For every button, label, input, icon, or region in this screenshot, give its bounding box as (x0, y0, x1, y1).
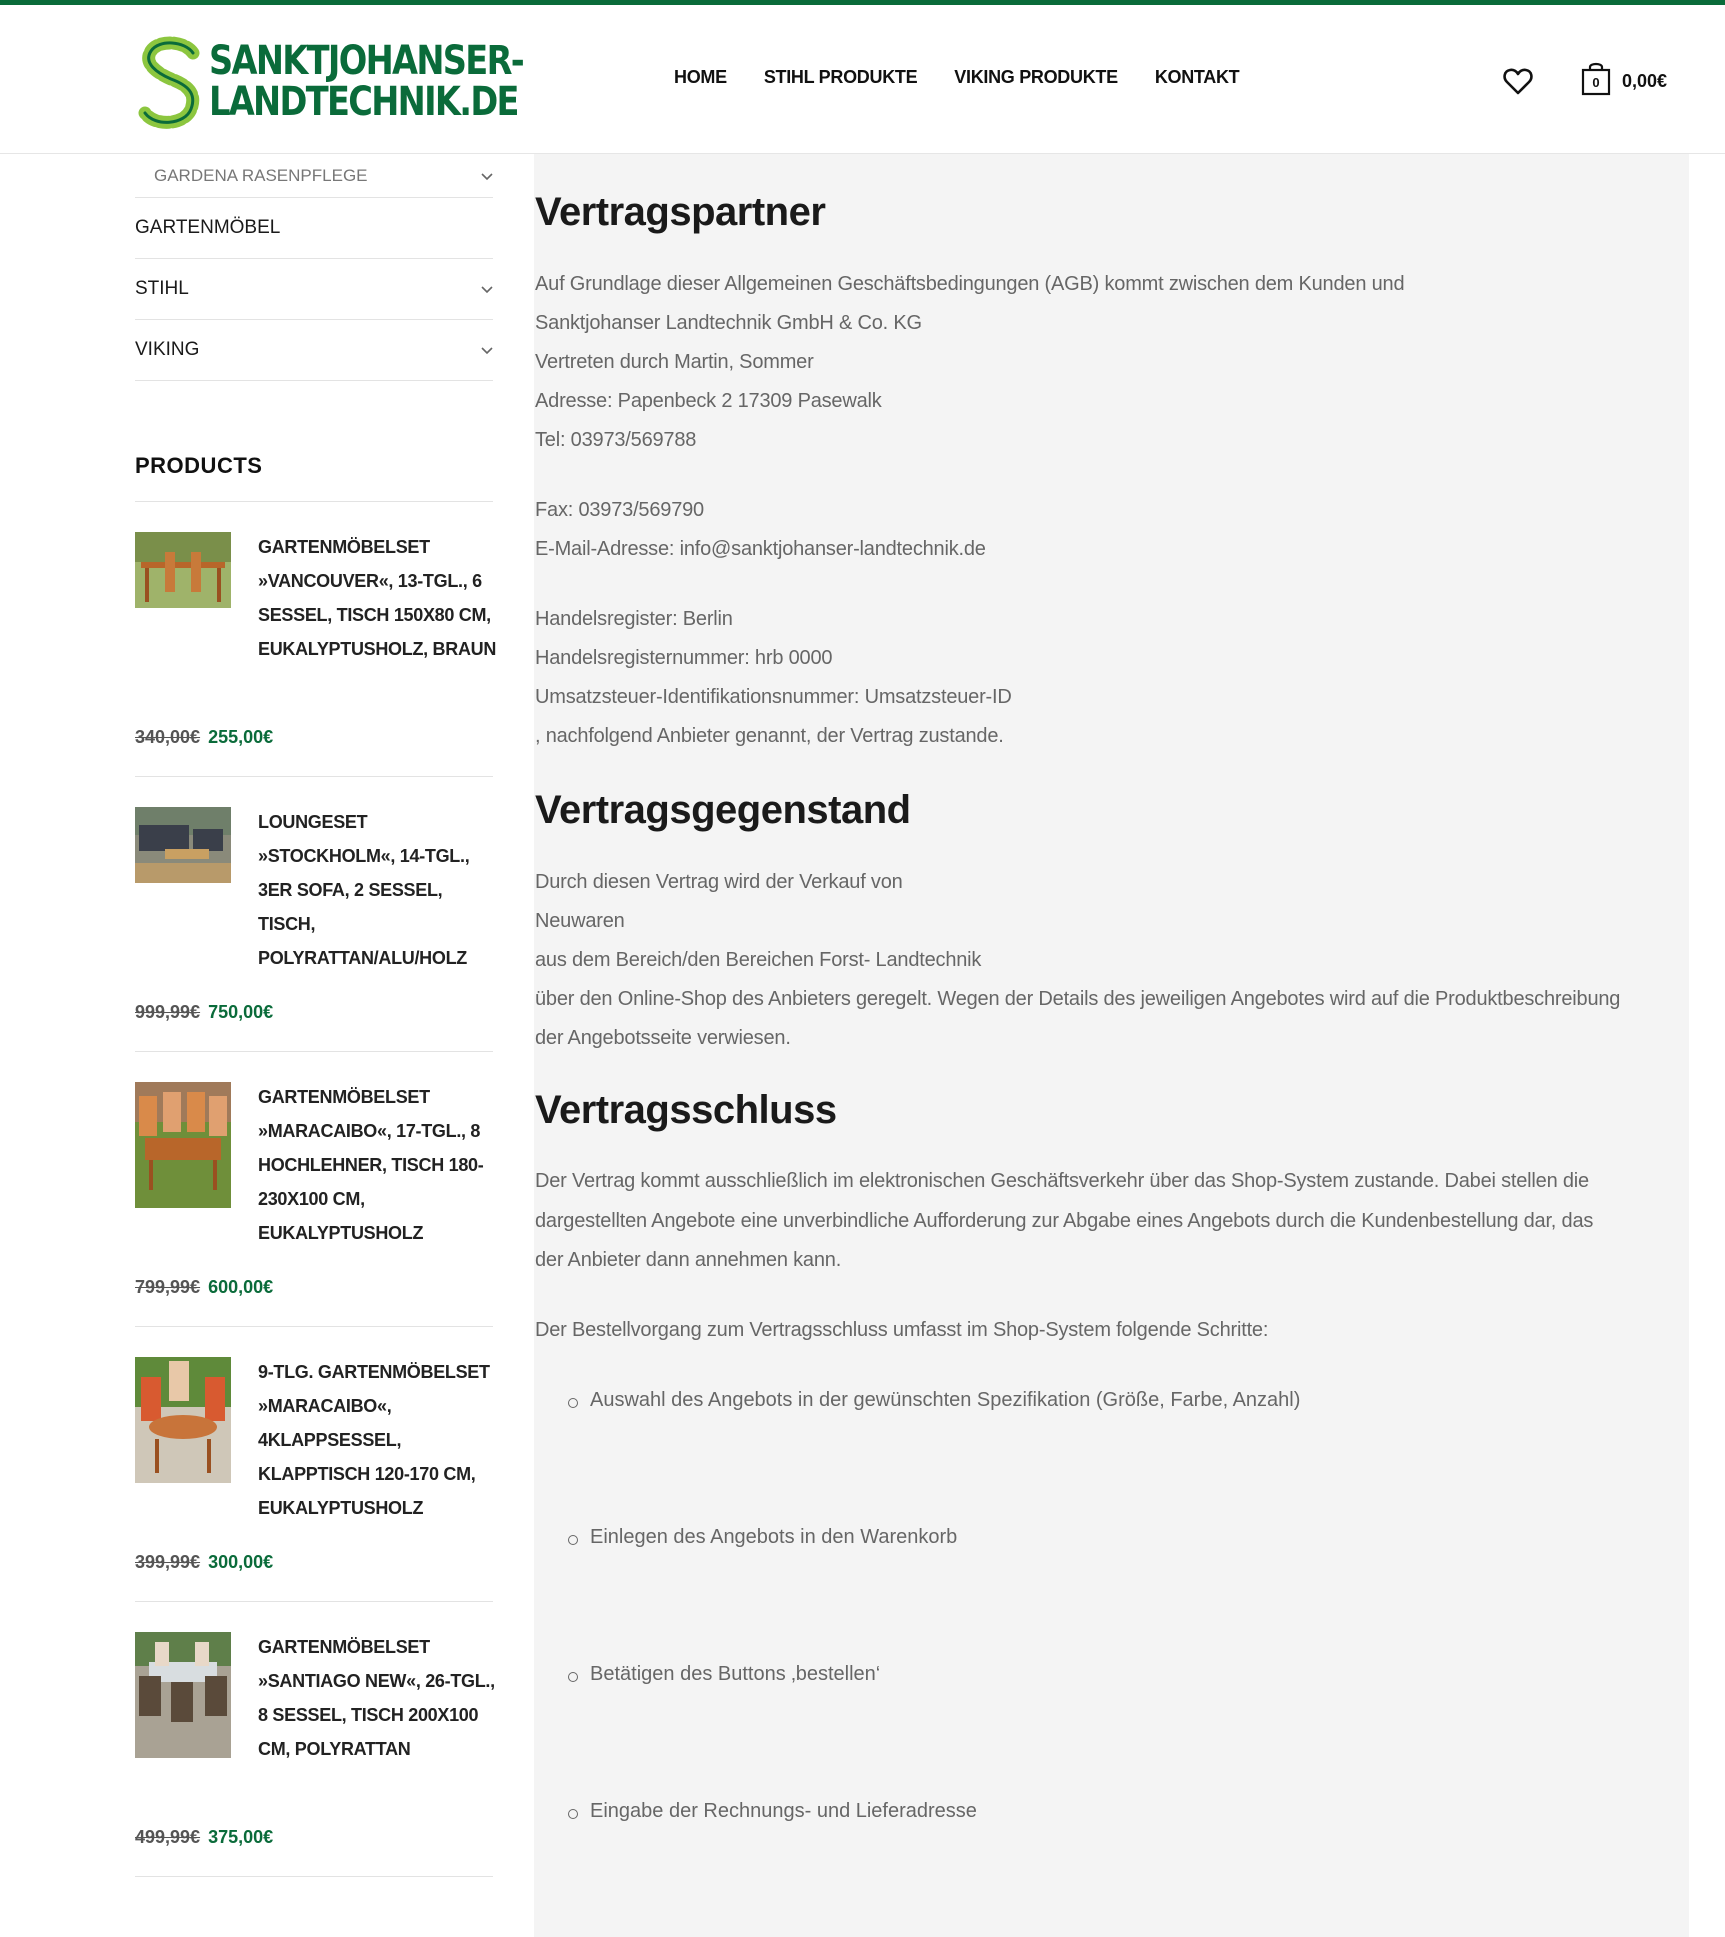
product-name[interactable]: LOUNGESET »STOCKHOLM«, 14-TGL., 3ER SOFA, 2 SESSEL, TISCH, POLYRATTAN/ALU/HOLZ (258, 812, 470, 968)
list-item: Eingabe der Rechnungs- und Lieferadresse (568, 1800, 977, 1823)
logo-s-emblem-icon (137, 35, 203, 131)
text-line: , nachfolgend Anbieter genannt, der Vertrag zustande. (535, 725, 1004, 747)
text-line: Der Bestellvorgang zum Vertragsschluss umfasst im Shop-System folgende Schritte: (535, 1319, 1269, 1341)
sidebar (135, 154, 497, 1877)
text-line: Durch diesen Vertrag wird der Verkauf von (535, 871, 903, 893)
site-header (0, 5, 1725, 154)
list-item: Betätigen des Buttons ‚bestellen‘ (568, 1663, 880, 1686)
text-line: Vertreten durch Martin, Sommer (535, 351, 814, 373)
text-line: der Anbieter dann annehmen kann. (535, 1249, 842, 1271)
old-price: 799,99€ (135, 1277, 201, 1297)
sale-price: 375,00€ (208, 1827, 274, 1847)
product-price (135, 1002, 273, 1023)
text-line: Auf Grundlage dieser Allgemeinen Geschäftsbedingungen (AGB) kommt zwischen dem Kunden und (535, 273, 1405, 295)
site-logo[interactable] (137, 35, 524, 131)
product-name[interactable]: GARTENMÖBELSET »VANCOUVER«, 13-TGL., 6 SESSEL, TISCH 150X80 CM, EUKALYPTUSHOLZ, BRAUN (258, 537, 497, 659)
category-viking[interactable]: VIKING (135, 320, 493, 381)
text-line: Umsatzsteuer-Identifikationsnummer: Umsatzsteuer-ID (535, 686, 1012, 708)
old-price: 999,99€ (135, 1002, 201, 1022)
list-item: Einlegen des Angebots in den Warenkorb (568, 1526, 957, 1549)
text-line: über den Online-Shop des Anbieters geregelt. Wegen der Details des jeweiligen Angebotes wird auf die Produktbeschreibung (535, 988, 1621, 1010)
product-thumbnail[interactable] (135, 1082, 231, 1208)
main-navigation (674, 67, 1276, 88)
sale-price: 300,00€ (208, 1552, 274, 1572)
nav-stihl-produkte[interactable]: STIHL PRODUKTE (763, 67, 918, 87)
product-name[interactable]: 9-TLG. GARTENMÖBELSET »MARACAIBO«, 4KLAPPSESSEL, KLAPPTISCH 120-170 CM, EUKALYPTUSHOLZ (258, 1362, 490, 1518)
product-item[interactable] (135, 777, 493, 1052)
heart-icon[interactable] (1503, 67, 1533, 95)
product-name[interactable]: GARTENMÖBELSET »MARACAIBO«, 17-TGL., 8 HOCHLEHNER, TISCH 180-230X100 CM, EUKALYPTUSHOLZ (258, 1087, 484, 1243)
old-price: 399,99€ (135, 1552, 201, 1572)
product-price (135, 1277, 273, 1298)
product-item[interactable] (135, 502, 497, 777)
text-line: aus dem Bereich/den Bereichen Forst- Landtechnik (535, 949, 982, 971)
sale-price: 255,00€ (208, 727, 274, 747)
old-price: 499,99€ (135, 1827, 201, 1847)
list-item: Auswahl des Angebots in der gewünschten Spezifikation (Größe, Farbe, Anzahl) (568, 1389, 1300, 1412)
text-line: Fax: 03973/569790 (535, 499, 704, 521)
nav-home[interactable]: HOME (674, 67, 727, 87)
nav-kontakt[interactable]: KONTAKT (1154, 67, 1240, 87)
email-text: E-Mail-Adresse: info@sanktjohanser-landtechnik.de (535, 538, 986, 560)
logo-text: SANKTJOHANSER- LANDTECHNIK.DE (209, 38, 524, 125)
product-thumbnail[interactable] (135, 532, 231, 608)
chevron-down-icon[interactable] (481, 344, 493, 356)
products-widget-title: PRODUCTS (135, 453, 493, 502)
heading-vertragsschluss: Vertragsschluss (535, 1088, 837, 1132)
text-line: Handelsregisternummer: hrb 0000 (535, 647, 833, 669)
chevron-down-icon[interactable] (481, 170, 493, 182)
heading-vertragspartner: Vertragspartner (535, 190, 826, 234)
product-item[interactable] (135, 1327, 493, 1602)
text-line: Neuwaren (535, 910, 625, 932)
heading-vertragsgegenstand: Vertragsgegenstand (535, 788, 911, 832)
category-gartenmoebel[interactable]: GARTENMÖBEL (135, 198, 493, 259)
cart-count-badge: 0 (1592, 75, 1600, 90)
sale-price: 750,00€ (208, 1002, 274, 1022)
product-thumbnail[interactable] (135, 807, 231, 883)
text-line: Handelsregister: Berlin (535, 608, 733, 630)
product-name[interactable]: GARTENMÖBELSET »SANTIAGO NEW«, 26-TGL., 8 SESSEL, TISCH 200X100 CM, POLYRATTAN (258, 1637, 495, 1759)
text-line: dargestellten Angebote eine unverbindliche Aufforderung zur Abgabe eines Angebots durch die Kundenbestellung dar, das (535, 1210, 1594, 1232)
text-line: Sanktjohanser Landtechnik GmbH & Co. KG (535, 312, 922, 334)
product-item[interactable] (135, 1052, 493, 1327)
product-thumbnail[interactable] (135, 1357, 231, 1483)
nav-viking-produkte[interactable]: VIKING PRODUKTE (954, 67, 1118, 87)
agb-content (534, 154, 1689, 1937)
chevron-down-icon[interactable] (481, 283, 493, 295)
product-item[interactable] (135, 1602, 493, 1877)
category-stihl[interactable]: STIHL (135, 259, 493, 320)
product-price (135, 1827, 273, 1848)
product-thumbnail[interactable] (135, 1632, 231, 1758)
sale-price: 600,00€ (208, 1277, 274, 1297)
text-line: Tel: 03973/569788 (535, 429, 697, 451)
old-price: 340,00€ (135, 727, 201, 747)
product-price (135, 727, 273, 748)
cart-total[interactable]: 0,00€ (1622, 71, 1668, 91)
category-gardena-rasenpflege[interactable]: GARDENA RASENPFLEGE (135, 154, 493, 198)
text-line: Adresse: Papenbeck 2 17309 Pasewalk (535, 390, 882, 412)
text-line: der Angebotsseite verwiesen. (535, 1027, 791, 1049)
text-line: Der Vertrag kommt ausschließlich im elektronischen Geschäftsverkehr über das Shop-System zustande. Dabei stellen die (535, 1170, 1589, 1192)
product-price (135, 1552, 273, 1573)
